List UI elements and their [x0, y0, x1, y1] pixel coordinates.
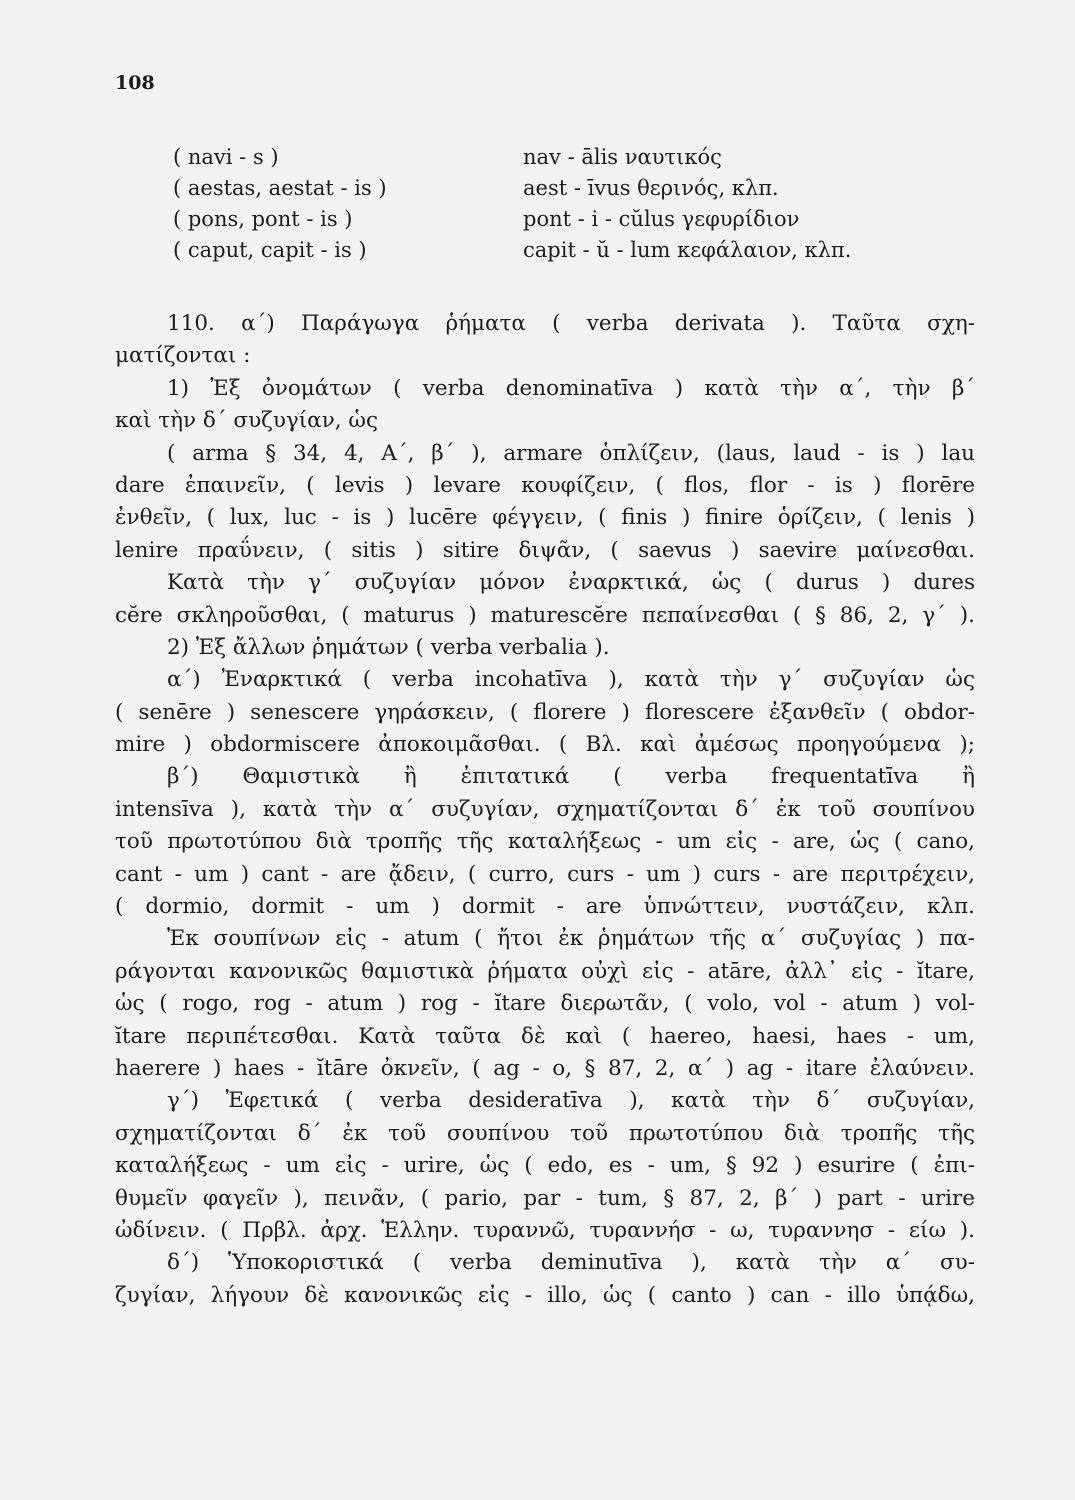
text-line: α΄) Ἐναρκτικά ( verba incohatīva ), κατὰ τὴν γ΄ συζυγίαν ὡς: [167, 667, 975, 693]
pair-row: [173, 235, 933, 266]
text-line: dare ἐπαινεῖν, ( levis ) levare κουφίζειν, ( flos, flor - is ) florēre: [115, 472, 975, 498]
text-line: ἐνθεῖν, ( lux, luc - is ) lucēre φέγγειν, ( finis ) finire ὁρίζειν, ( lenis ): [115, 505, 975, 531]
pair-row: [173, 142, 933, 173]
subsection-heading: 1) Ἐξ ὀνομάτων ( verba denominatīva ) κατὰ τὴν α΄, τὴν β΄: [167, 375, 975, 401]
text-line: cant - um ) cant - are ᾄδειν, ( curro, curs - um ) curs - are περιτρέχειν,: [115, 861, 975, 887]
derivation-pairs: [173, 142, 933, 266]
text-line: Κατὰ τὴν γ΄ συζυγίαν μόνον ἐναρκτικά, ὡς ( durus ) dures: [167, 570, 975, 596]
subsection-heading: 2) Ἐξ ἄλλων ῥημάτων ( verba verbalia ).: [167, 634, 610, 660]
pair-derived: aest - īvus θερινός, κλπ.: [523, 176, 779, 200]
pair-row: [173, 204, 933, 235]
text-line: θυμεῖν φαγεῖν ), πεινᾶν, ( pario, par - tum, § 87, 2, β΄ ) part - urire: [115, 1185, 975, 1211]
text-line: καταλήξεως - um εἰς - urire, ὡς ( edo, es - um, § 92 ) esurire ( ἐπι-: [115, 1153, 975, 1179]
pair-derived: pont - i - cŭlus γεφυρίδιον: [523, 207, 800, 231]
pair-source: ( pons, pont - is ): [173, 207, 353, 231]
text-line: ĭtare περιπέτεσθαι. Κατὰ ταῦτα δὲ καὶ ( haereo, haesi, haes - um,: [115, 1023, 975, 1049]
text-line: καὶ τὴν δ΄ συζυγίαν, ὡς: [115, 408, 379, 434]
text-line: β΄) Θαμιστικὰ ἢ ἐπιτατικά ( verba frequentatīva ἢ: [167, 764, 975, 790]
text-line: ματίζονται :: [115, 343, 251, 369]
pair-row: [173, 173, 933, 204]
text-line: γ΄) Ἐφετικά ( verba desideratīva ), κατὰ τὴν δ΄ συζυγίαν,: [167, 1088, 975, 1114]
text-line: Ἐκ σουπίνων εἰς - atum ( ἤτοι ἐκ ῥημάτων τῆς α΄ συζυγίας ) πα-: [167, 926, 975, 952]
text-line: mire ) obdormiscere ἀποκοιμᾶσθαι. ( Βλ. καὶ ἀμέσως προηγούμενα );: [115, 732, 975, 758]
section-heading: 110. α΄) Παράγωγα ῥήματα ( verba derivata ). Ταῦτα σχη-: [167, 311, 975, 336]
pair-derived: nav - ālis ναυτικός: [523, 145, 722, 169]
text-line: ( senēre ) senescere γηράσκειν, ( florere ) florescere ἐξανθεῖν ( obdor-: [115, 699, 975, 725]
text-line: cĕre σκληροῦσθαι, ( maturus ) maturescĕre πεπαίνεσθαι ( § 86, 2, γ΄ ).: [115, 602, 975, 628]
text-line: ( dormio, dormit - um ) dormit - are ὑπνώττειν, νυστάζειν, κλπ.: [115, 894, 975, 920]
text-line: δ΄) Ὑποκοριστικά ( verba deminutīva ), κατὰ τὴν α΄ συ-: [167, 1250, 975, 1276]
text-line: ὠδίνειν. ( Πρβλ. ἀρχ. Ἑλλην. τυραννῶ, τυραννήσ - ω, τυραννησ - είω ).: [115, 1217, 975, 1243]
body-text: [115, 308, 975, 1312]
text-line: lenire πραΰνειν, ( sitis ) sitire διψᾶν, ( saevus ) saevire μαίνεσθαι.: [115, 537, 975, 563]
text-line: ὡς ( rogo, rog - atum ) rog - ĭtare διερωτᾶν, ( volo, vol - atum ) vol-: [115, 991, 975, 1017]
text-line: ζυγίαν, λήγουν δὲ κανονικῶς εἰς - illo, ὡς ( canto ) can - illo ὑπᾴδω,: [115, 1282, 975, 1308]
text-line: τοῦ πρωτοτύπου διὰ τροπῆς τῆς καταλήξεως - um εἰς - are, ὡς ( cano,: [115, 829, 975, 855]
pair-source: ( aestas, aestat - is ): [173, 176, 387, 200]
pair-derived: capit - ŭ - lum κεφάλαιον, κλπ.: [523, 238, 852, 262]
text-line: ράγονται κανονικῶς θαμιστικὰ ῥήματα οὐχὶ εἰς - atāre, ἀλλ᾽ εἰς - ĭtare,: [115, 958, 975, 984]
page-number: 108: [115, 72, 155, 94]
pair-source: ( caput, capit - is ): [173, 238, 367, 262]
text-line: intensīva ), κατὰ τὴν α΄ συζυγίαν, σχηματίζονται δ΄ ἐκ τοῦ σουπίνου: [115, 796, 975, 822]
pair-source: ( navi - s ): [173, 145, 279, 169]
text-line: ( arma § 34, 4, Α΄, β΄ ), armare ὁπλίζειν, (laus, laud - is ) lau: [167, 440, 975, 466]
text-line: σχηματίζονται δ΄ ἐκ τοῦ σουπίνου τοῦ πρωτοτύπου διὰ τροπῆς τῆς: [115, 1120, 975, 1146]
text-line: haerere ) haes - ĭtāre ὀκνεῖν, ( ag - o, § 87, 2, α΄ ) ag - itare ἐλαύνειν.: [115, 1055, 975, 1081]
